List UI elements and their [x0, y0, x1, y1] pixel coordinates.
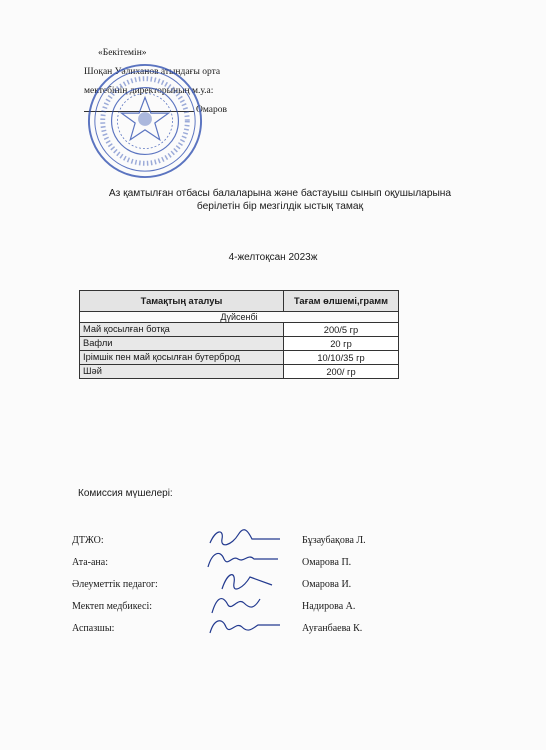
document-date: 4-желтоқсан 2023ж	[228, 252, 318, 263]
member-row	[72, 623, 492, 645]
approval-director: мектебінің директорының м.у.а:	[84, 86, 214, 96]
table-row	[80, 365, 399, 379]
dish-name: Вафли	[80, 337, 284, 351]
school-seal-icon	[86, 62, 204, 180]
member-row	[72, 557, 492, 579]
dish-portion: 200/ гр	[284, 365, 399, 379]
member-role: Мектеп медбикесі:	[72, 601, 153, 612]
member-name: Бұзаубақова Л.	[302, 535, 366, 546]
title-line-2: берілетін бір мезгілдік ыстық тамақ	[196, 201, 364, 212]
signature-icon	[202, 547, 282, 571]
member-row	[72, 601, 492, 623]
dish-name: Май қосылған ботқа	[80, 323, 284, 337]
column-header-portion: Тағам өлшемі,грамм	[284, 291, 399, 312]
menu-table	[79, 290, 399, 379]
approval-director-name: Омаров	[196, 105, 228, 115]
signature-icon	[202, 525, 282, 549]
member-role: Аспазшы:	[72, 623, 115, 634]
dish-portion: 20 гр	[284, 337, 399, 351]
table-row	[80, 351, 399, 365]
table-row	[80, 337, 399, 351]
member-role: Әлеуметтік педагог:	[72, 579, 158, 590]
member-role: Ата-ана:	[72, 557, 108, 568]
table-day-row	[80, 312, 399, 323]
member-name: Надирова А.	[302, 601, 356, 612]
dish-name: Ірімшік пен май қосылған бутерброд	[80, 351, 284, 365]
member-name: Ауғанбаева К.	[302, 623, 363, 634]
commission-title: Комиссия мүшелері:	[78, 488, 173, 499]
dish-portion: 200/5 гр	[284, 323, 399, 337]
member-name: Омарова П.	[302, 557, 352, 568]
dish-portion: 10/10/35 гр	[284, 351, 399, 365]
day-label: Дүйсенбі	[80, 312, 399, 323]
title-line-1: Аз қамтылған отбасы балаларына және бастауыш сынып оқушыларына	[108, 188, 452, 199]
commission-members	[72, 535, 492, 645]
signature-icon	[202, 591, 282, 615]
approval-school: Шоқан Уәлиханов атындағы орта	[84, 67, 221, 77]
signature-icon	[202, 613, 282, 637]
signature-icon	[202, 569, 282, 593]
table-header-row	[80, 291, 399, 312]
member-name: Омарова И.	[302, 579, 352, 590]
dish-name: Шәй	[80, 365, 284, 379]
member-row	[72, 579, 492, 601]
member-row	[72, 535, 492, 557]
document-title	[70, 187, 490, 213]
approval-heading: «Бекітемін»	[98, 48, 147, 58]
column-header-dish: Тамақтың аталуы	[80, 291, 284, 312]
table-row	[80, 323, 399, 337]
member-role: ДТЖО:	[72, 535, 104, 546]
